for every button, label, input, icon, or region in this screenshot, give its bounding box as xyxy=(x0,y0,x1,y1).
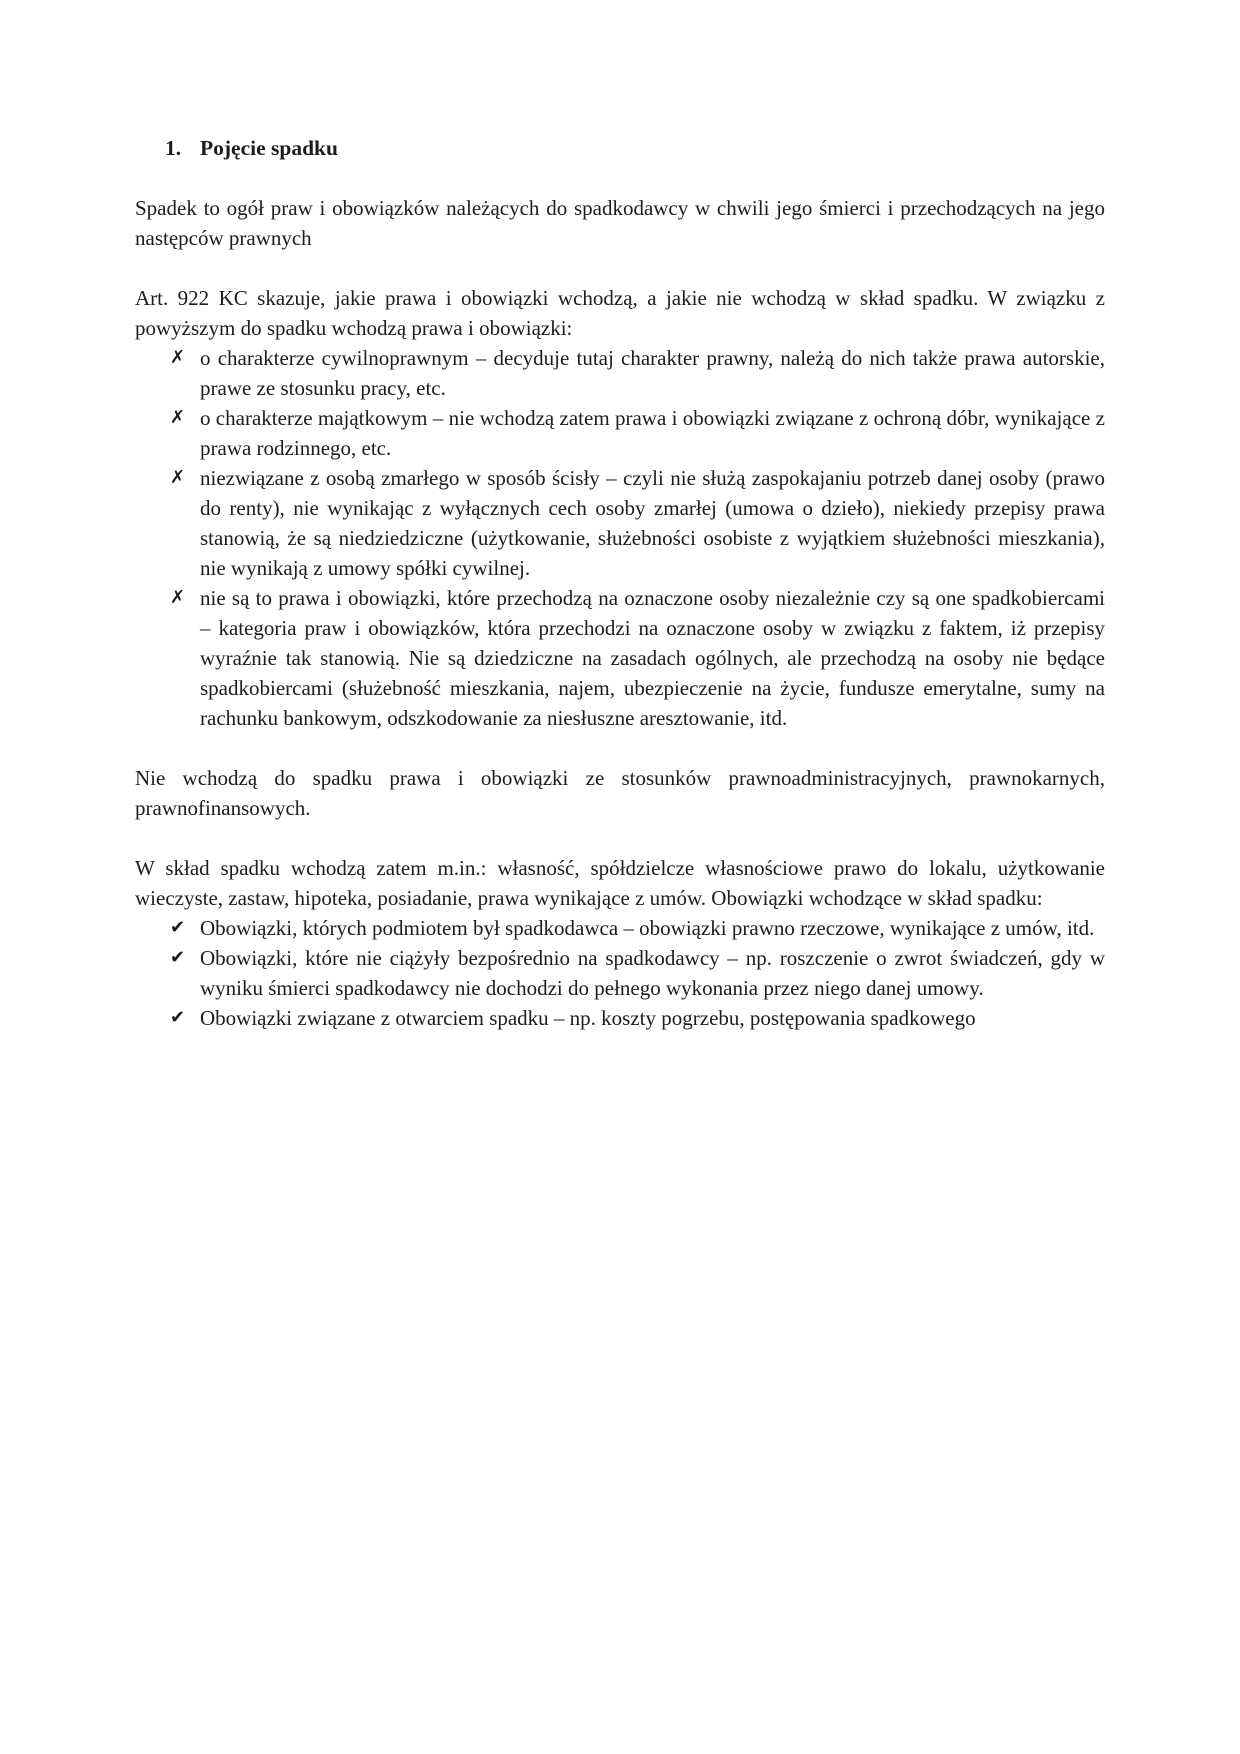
check-icon: ✔ xyxy=(170,917,186,938)
ballot-x-icon: ✗ xyxy=(170,347,186,368)
excluded-rights-list xyxy=(135,343,1105,733)
list-item-text: o charakterze cywilnoprawnym – decyduje tutaj charakter prawny, należą do nich także prawa autorskie, prawe ze stosunku pracy, etc. xyxy=(200,346,1105,400)
ballot-x-icon: ✗ xyxy=(170,467,186,488)
list-item xyxy=(135,463,1105,583)
list-item-text: Obowiązki związane z otwarciem spadku – np. koszty pogrzebu, postępowania spadkowego xyxy=(200,1006,976,1030)
ballot-x-icon: ✗ xyxy=(170,407,186,428)
list-item xyxy=(135,913,1105,943)
list-item xyxy=(135,1003,1105,1033)
list-item xyxy=(135,403,1105,463)
check-icon: ✔ xyxy=(170,1007,186,1028)
heading-title: Pojęcie spadku xyxy=(200,136,338,160)
heading-number: 1. xyxy=(165,136,182,160)
list-item-text: Obowiązki, które nie ciążyły bezpośrednio na spadkodawcy – np. roszczenie o zwrot świadczeń, gdy w wyniku śmierci spadkodawcy nie dochodzi do pełnego wykonania przez niego danej umowy. xyxy=(200,946,1105,1000)
paragraph-art922: Art. 922 KC skazuje, jakie prawa i obowiązki wchodzą, a jakie nie wchodzą w skład spadku. W związku z powyższym do spadku wchodzą prawa i obowiązki: xyxy=(135,286,1105,340)
list-item-text: Obowiązki, których podmiotem był spadkodawca – obowiązki prawno rzeczowe, wynikające z umów, itd. xyxy=(200,916,1095,940)
list-item-text: niezwiązane z osobą zmarłego w sposób ścisły – czyli nie służą zaspokajaniu potrzeb danej osoby (prawo do renty), nie wynikając z wyłącznych cech osoby zmarłej (umowa o dzieło), niekiedy przepisy prawa stanowią, że są niedziedziczne (użytkowanie, służebności osobiste z wyjątkiem służebności mieszkania), nie wynikają z umowy spółki cywilnej. xyxy=(200,466,1105,580)
list-item xyxy=(135,343,1105,403)
paragraph-not-included: Nie wchodzą do spadku prawa i obowiązki ze stosunków prawnoadministracyjnych, prawnokarnych, prawnofinansowych. xyxy=(135,766,1105,820)
section-heading xyxy=(135,133,1105,163)
list-item xyxy=(135,943,1105,1003)
list-item-text: nie są to prawa i obowiązki, które przechodzą na oznaczone osoby niezależnie czy są one spadkobiercami – kategoria praw i obowiązków, która przechodzi na oznaczone osoby w związku z faktem, iż przepisy wyraźnie tak stanowią. Nie są dziedziczne na zasadach ogólnych, ale przechodzą na osoby nie będące spadkobiercami (służebność mieszkania, najem, ubezpieczenie na życie, fundusze emerytalne, sumy na rachunku bankowym, odszkodowanie za niesłuszne aresztowanie, itd. xyxy=(200,586,1105,730)
check-icon: ✔ xyxy=(170,947,186,968)
ballot-x-icon: ✗ xyxy=(170,587,186,608)
paragraph-definition: Spadek to ogół praw i obowiązków należących do spadkodawcy w chwili jego śmierci i przechodzących na jego następców prawnych xyxy=(135,196,1105,250)
paragraph-included: W skład spadku wchodzą zatem m.in.: własność, spółdzielcze własnościowe prawo do lokalu, użytkowanie wieczyste, zastaw, hipoteka, posiadanie, prawa wynikające z umów. Obowiązki wchodzące w skład spadku: xyxy=(135,856,1105,910)
list-item-text: o charakterze majątkowym – nie wchodzą zatem prawa i obowiązki związane z ochroną dóbr, wynikające z prawa rodzinnego, etc. xyxy=(200,406,1105,460)
list-item xyxy=(135,583,1105,733)
obligations-list xyxy=(135,913,1105,1033)
